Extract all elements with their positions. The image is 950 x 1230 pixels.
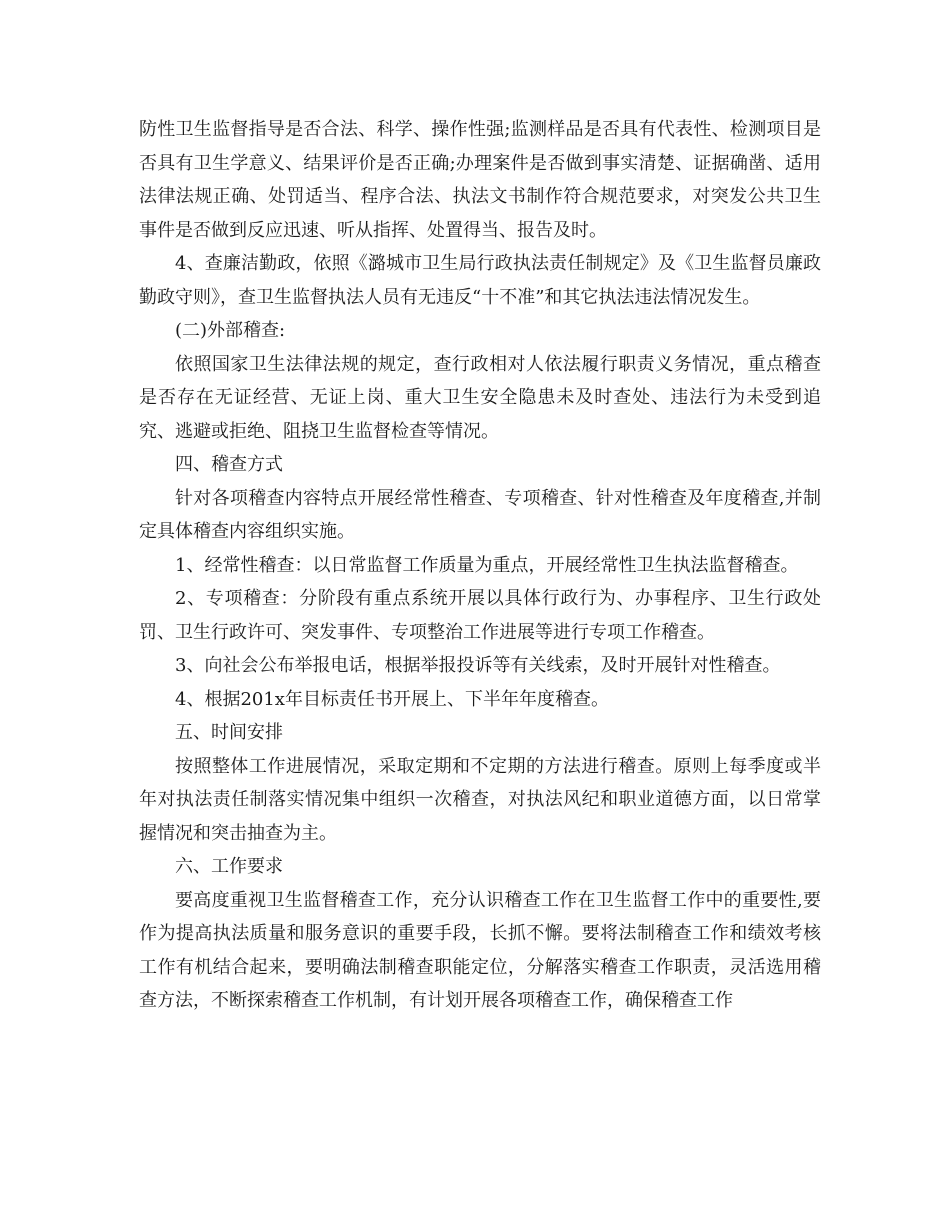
paragraph: 六、工作要求 (175, 856, 283, 877)
paragraph: 4、根据201x年目标责任书开展上、下半年年度稽查。 (175, 688, 609, 710)
paragraph: (二)外部稽查: (175, 320, 286, 341)
document-body (139, 113, 821, 1018)
paragraph: 要高度重视卫生监督稽查工作，充分认识稽查工作在卫生监督工作中的重要性,要作为提高执法质量和服务意识的重要手段，长抓不懈。要将法制稽查工作和绩效考核工作有机结合起来，要明确法制稽查职能定位，分解落实稽查工作职责，灵活选用稽查方法，不断探索稽查工作机制，有计划开展各项稽查工作，确保稽查工作 (139, 889, 821, 1011)
paragraph: 四、稽查方式 (175, 454, 283, 475)
paragraph: 防性卫生监督指导是否合法、科学、操作性强;监测样品是否具有代表性、检测项目是否具有卫生学意义、结果评价是否正确;办理案件是否做到事实清楚、证据确凿、适用法律法规正确、处罚适当、程序合法、执法文书制作符合规范要求，对突发公共卫生事件是否做到反应迅速、听从指挥、处置得当、报告及时。 (139, 119, 821, 241)
paragraph: 按照整体工作进展情况，采取定期和不定期的方法进行稽查。原则上每季度或半年对执法责任制落实情况集中组织一次稽查，对执法风纪和职业道德方面，以日常掌握情况和突击抽查为主。 (139, 755, 821, 844)
paragraph: 4、查廉洁勤政，依照《潞城市卫生局行政执法责任制规定》及《卫生监督员廉政勤政守则》，查卫生监督执法人员有无违反“十不准”和其它执法违法情况发生。 (139, 253, 821, 308)
paragraph: 1、经常性稽查：以日常监督工作质量为重点，开展经常性卫生执法监督稽查。 (175, 554, 799, 576)
paragraph: 2、专项稽查：分阶段有重点系统开展以具体行政行为、办事程序、卫生行政处罚、卫生行政许可、突发事件、专项整治工作进展等进行专项工作稽查。 (139, 588, 821, 643)
paragraph: 依照国家卫生法律法规的规定，查行政相对人依法履行职责义务情况，重点稽查是否存在无证经营、无证上岗、重大卫生安全隐患未及时查处、违法行为未受到追究、逃避或拒绝、阻挠卫生监督检查等情况。 (139, 353, 821, 442)
paragraph: 五、时间安排 (175, 722, 283, 743)
paragraph: 针对各项稽查内容特点开展经常性稽查、专项稽查、针对性稽查及年度稽查,并制定具体稽查内容组织实施。 (139, 487, 821, 542)
paragraph: 3、向社会公布举报电话，根据举报投诉等有关线索，及时开展针对性稽查。 (175, 655, 781, 676)
